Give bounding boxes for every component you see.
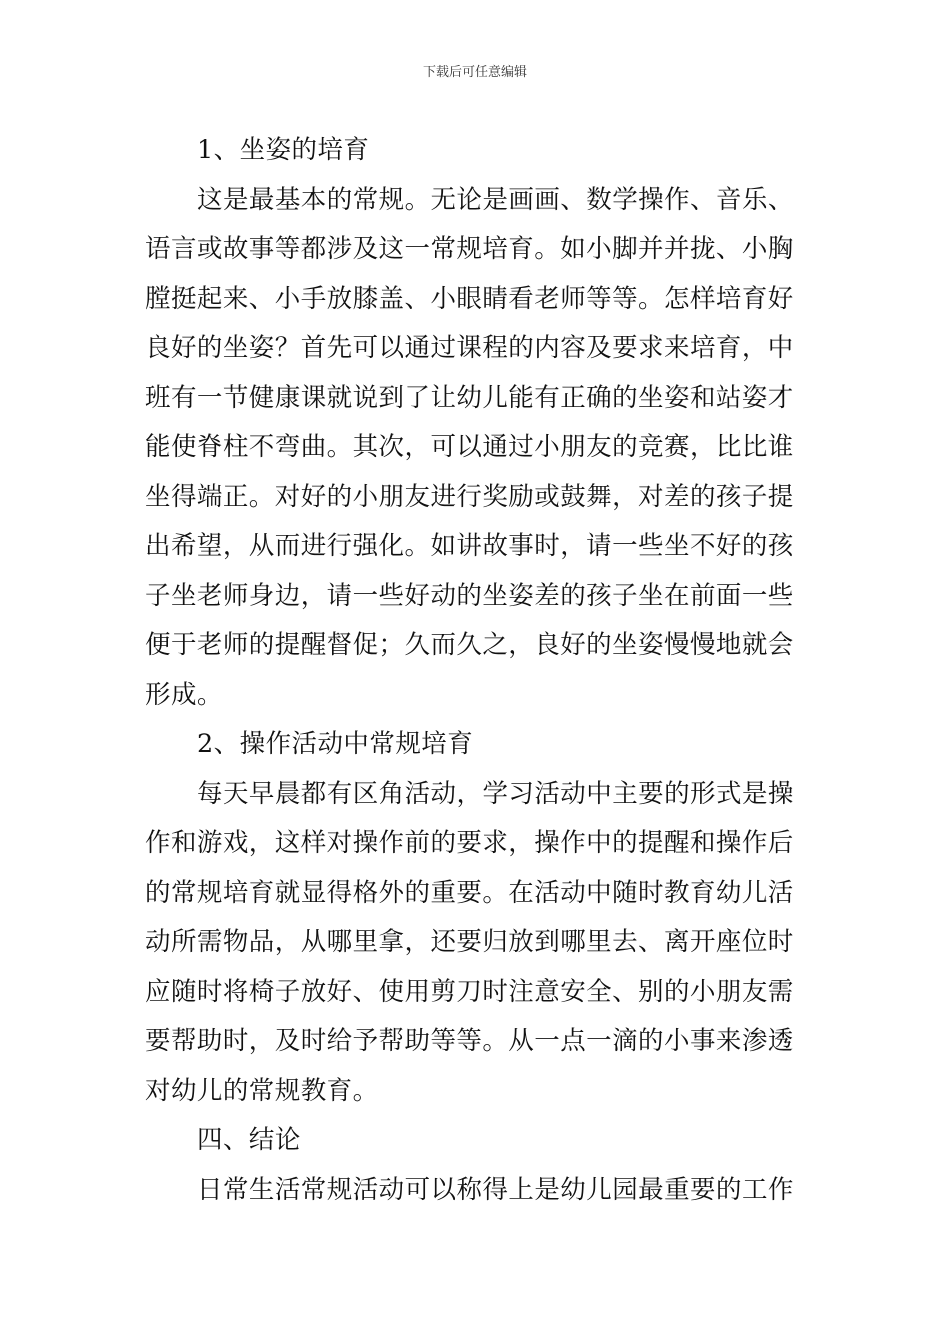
paragraph-line: 形成。 [145,679,223,710]
paragraph-line: 每天早晨都有区角活动，学习活动中主要的形式是操 [197,778,794,809]
paragraph-line: 日常生活常规活动可以称得上是幼儿园最重要的工作 [197,1174,794,1205]
section-heading-conclusion: 四、结论 [197,1125,301,1155]
paragraph-line: 语言或故事等都涉及这一常规培育。如小脚并并拢、小胸 [145,234,794,264]
section-heading-operation-activities: 2、操作活动中常规培育 [197,729,474,759]
paragraph-line: 这是最基本的常规。无论是画画、数学操作、音乐、 [197,184,794,215]
document-body [145,126,809,1215]
paragraph-line: 的常规培育就显得格外的重要。在活动中随时教育幼儿活 [145,877,794,908]
paragraph-line: 作和游戏，这样对操作前的要求，操作中的提醒和操作后 [145,828,794,858]
paragraph-line: 膛挺起来、小手放膝盖、小眼睛看老师等等。怎样培育好 [145,283,794,314]
paragraph-line: 便于老师的提醒督促；久而久之，良好的坐姿慢慢地就会 [145,630,794,660]
paragraph-line: 班有一节健康课就说到了让幼儿能有正确的坐姿和站姿才 [145,382,794,413]
section-heading-sitting-posture: 1、坐姿的培育 [197,135,370,165]
paragraph-line: 对幼儿的常规教育。 [145,1075,379,1106]
paragraph-line: 应随时将椅子放好、使用剪刀时注意安全、别的小朋友需 [145,976,794,1007]
paragraph-line: 动所需物品，从哪里拿，还要归放到哪里去、离开座位时 [145,927,794,957]
page-header-note: 下载后可任意编辑 [422,65,527,80]
paragraph-line: 子坐老师身边，请一些好动的坐姿差的孩子坐在前面一些 [145,580,794,611]
paragraph-line: 良好的坐姿？首先可以通过课程的内容及要求来培育，中 [145,333,794,363]
paragraph-line: 出希望，从而进行强化。如讲故事时，请一些坐不好的孩 [145,531,794,561]
paragraph-line: 坐得端正。对好的小朋友进行奖励或鼓舞，对差的孩子提 [145,481,794,512]
paragraph-line: 能使脊柱不弯曲。其次，可以通过小朋友的竞赛，比比谁 [145,432,794,462]
paragraph-line: 要帮助时，及时给予帮助等等。从一点一滴的小事来渗透 [145,1026,794,1056]
